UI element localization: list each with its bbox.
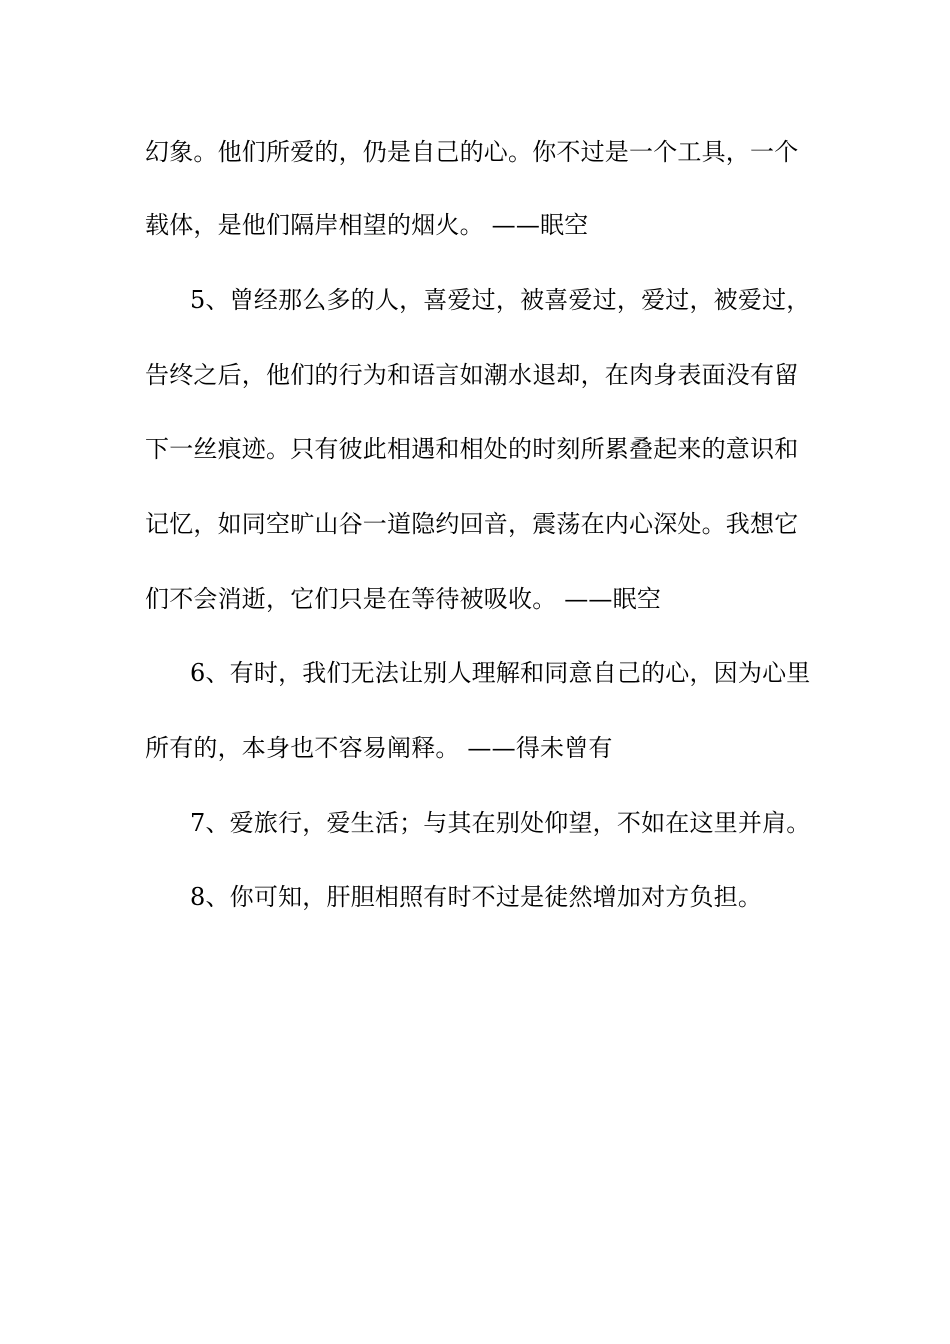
quote-7-line: 7、爱旅行，爱生活；与其在别处仰望，不如在这里并肩。 <box>190 809 811 837</box>
quote-5-line-1: 5、曾经那么多的人，喜爱过，被喜爱过，爱过，被爱过， <box>190 286 811 314</box>
quote-5-line-5: 们不会消逝，它们只是在等待被吸收。 ——眠空 <box>145 585 662 613</box>
quote-6-line-1: 6、有时，我们无法让别人理解和同意自己的心，因为心里 <box>190 659 811 687</box>
text-line-1: 幻象。他们所爱的，仍是自己的心。你不过是一个工具，一个 <box>145 138 799 166</box>
quote-5-line-4: 记忆，如同空旷山谷一道隐约回音，震荡在内心深处。我想它 <box>145 510 799 538</box>
quote-8-line: 8、你可知，肝胆相照有时不过是徒然增加对方负担。 <box>190 883 763 911</box>
text-line-2: 载体，是他们隔岸相望的烟火。 ——眠空 <box>145 211 589 239</box>
quote-5-line-3: 下一丝痕迹。只有彼此相遇和相处的时刻所累叠起来的意识和 <box>145 435 799 463</box>
quote-6-line-2: 所有的，本身也不容易阐释。 ——得未曾有 <box>145 734 613 762</box>
quote-5-line-2: 告终之后，他们的行为和语言如潮水退却，在肉身表面没有留 <box>145 361 799 389</box>
